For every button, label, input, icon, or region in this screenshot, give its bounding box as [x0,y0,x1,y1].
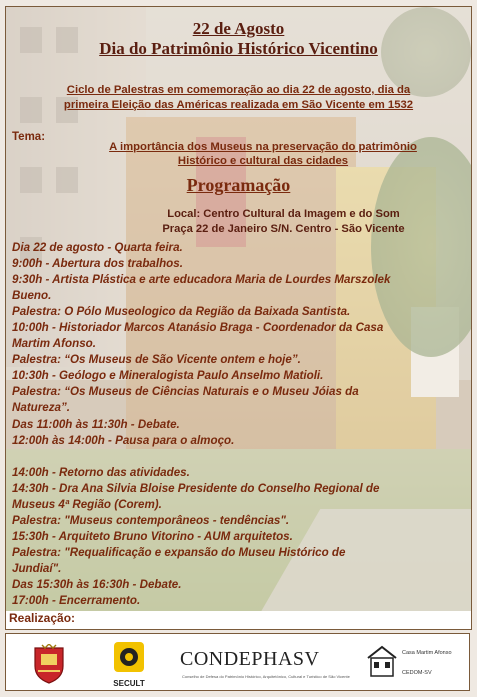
schedule-row: Palestra: O Pólo Museologico da Região da Baixada Santista. [12,305,351,319]
schedule-row: 14:30h - Dra Ana Silvia Bloise Presidente do Conselho Regional de [12,481,380,495]
schedule-row: 9:30h - Artista Plástica e arte educadora Maria de Lourdes Marszolek [12,273,391,287]
ciclo-line-2: primeira Eleição das Américas realizada em São Vicente em 1532 [63,99,414,111]
condephasv-logo: CONDEPHASV [180,648,320,670]
schedule-row: Bueno. [12,289,52,303]
title-event: Dia do Patrimônio Histórico Vicentino [99,39,378,58]
schedule-list [12,240,468,609]
ciclo-description [6,83,471,113]
schedule-row: Palestra: “Os Museus de Ciências Naturais e o Museu Jóias da [12,385,359,399]
seccult-icon [110,640,148,676]
sponsor-logos [5,633,470,691]
title-date: 22 de Agosto [192,19,285,38]
realizacao-label: Realização: [9,611,76,625]
schedule-row: Palestra: "Museus contemporâneos - tendências". [12,513,290,527]
tema-label: Tema: [12,131,46,143]
city-crest-icon [32,644,66,684]
schedule-row: Dia 22 de agosto - Quarta feira. [12,241,183,254]
poster [5,6,472,630]
tema-line-2: Histórico e cultural das cidades [177,155,349,167]
schedule-row: 17:00h - Encerramento. [12,593,141,607]
schedule-row: 10:30h - Geólogo e Mineralogista Paulo Anselmo Matioli. [12,369,324,383]
schedule-row: Palestra: “Os Museus de São Vicente ontem e hoje”. [12,353,301,367]
schedule-row: Museus 4ª Região (Corem). [12,497,162,511]
cedom-label: CEDOM-SV [402,670,432,676]
ciclo-line-1: Ciclo de Palestras em comemoração ao dia 22 de agosto, dia da [66,84,411,96]
local-line-1: Local: Centro Cultural da Imagem e do Som [167,208,400,220]
schedule-row: 12:00h às 14:00h - Pausa para o almoço. [12,433,235,447]
schedule-row: Das 11:00h às 11:30h - Debate. [12,417,180,431]
casa-label: Casa Martim Afonso [402,650,452,656]
local-info [6,207,471,237]
casa-martim-afonso-logo [366,642,456,684]
seccult-logo [110,640,148,686]
schedule-row: Natureza”. [12,401,70,415]
programacao-heading: Programação [186,175,291,195]
tema-line-1: A importância dos Museus na preservação do patrimônio [109,141,417,153]
schedule-row: 14:00h - Retorno das atividades. [12,465,190,479]
schedule-row: Jundiaí". [12,561,62,575]
schedule-gap [12,449,468,465]
condephasv-subtitle: Conselho de Defesa do Patrimônio Histórico, Arquitetônico, Cultural e Turístico de São Vicente [182,674,350,679]
schedule-row: 9:00h - Abertura dos trabalhos. [12,257,183,271]
schedule-row: Palestra: "Requalificação e expansão do Museu Histórico de [12,545,346,559]
house-icon [366,644,398,678]
schedule-row: Martim Afonso. [12,337,96,351]
local-line-2: Praça 22 de Janeiro S/N. Centro - São Vicente [162,223,405,235]
schedule-row: 10:00h - Historiador Marcos Atanásio Braga - Coordenador da Casa [12,321,384,335]
schedule-row: 15:30h - Arquiteto Bruno Vitorino - AUM arquitetos. [12,529,293,543]
schedule-row: Das 15:30h às 16:30h - Debate. [12,577,182,591]
tema-text [58,140,468,168]
seccult-label: SECULT [113,679,145,688]
